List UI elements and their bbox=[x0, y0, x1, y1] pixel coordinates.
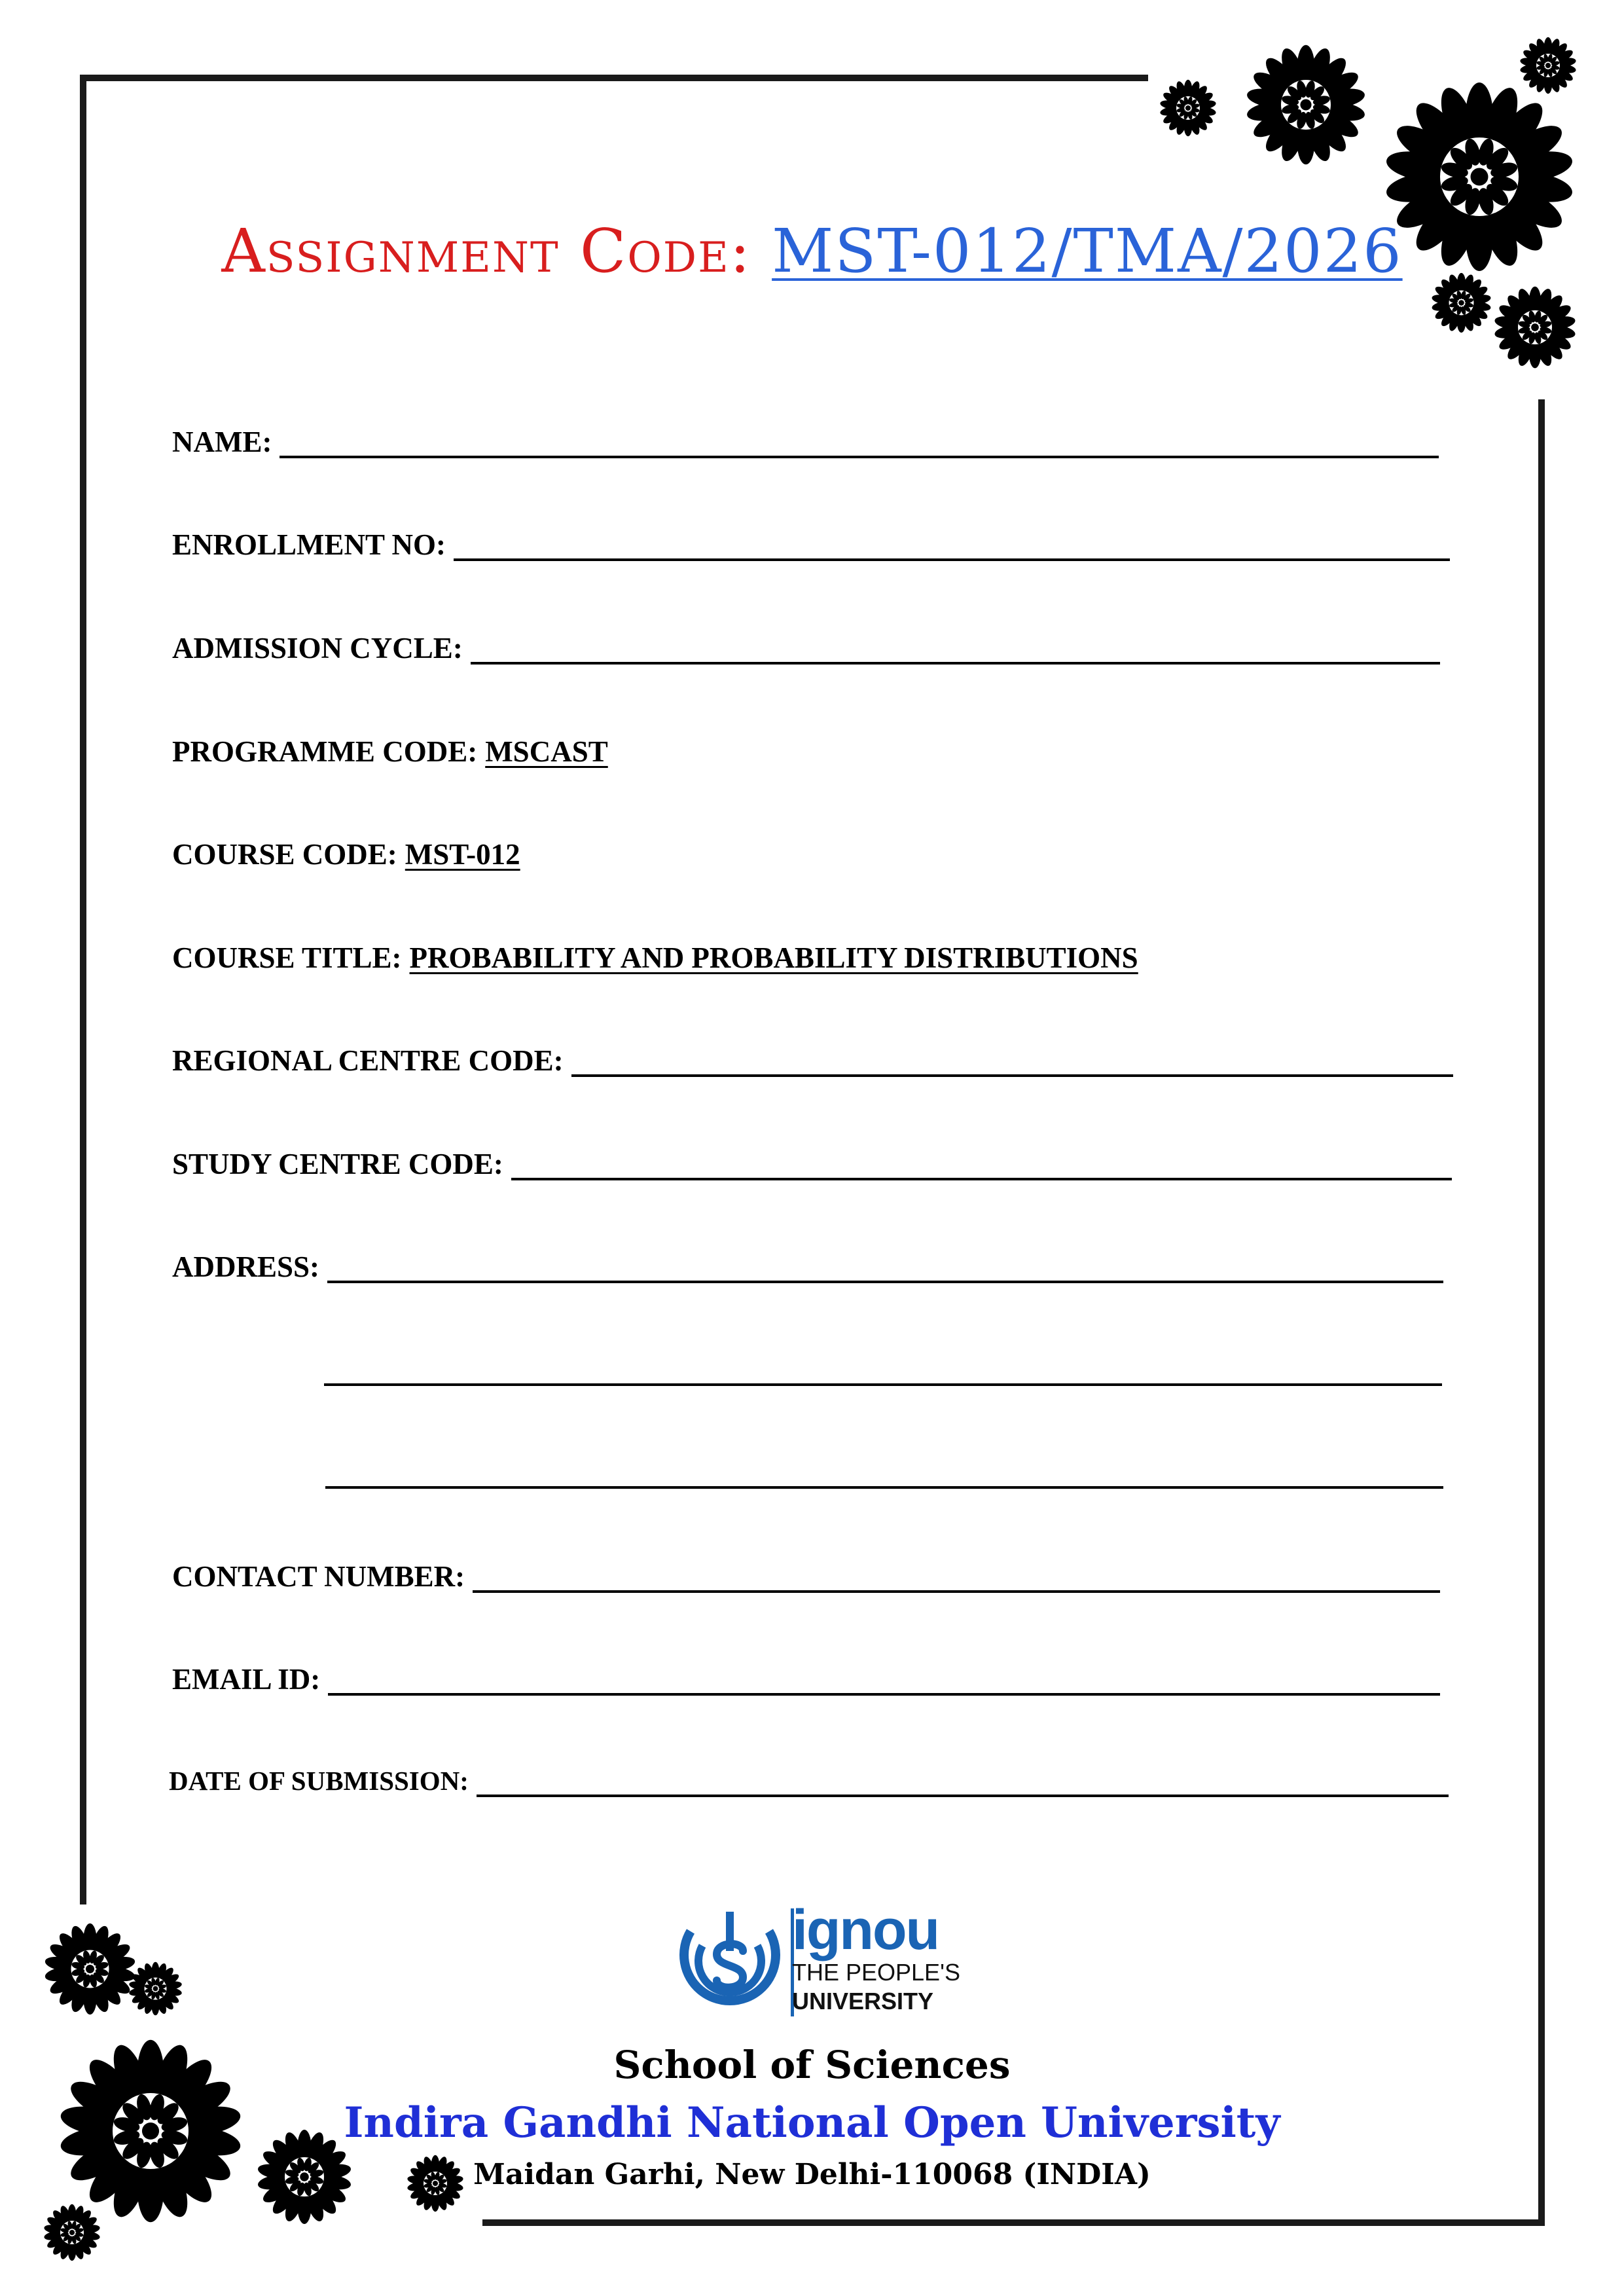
frame-border-right bbox=[1538, 399, 1545, 2226]
email-field[interactable] bbox=[172, 1656, 1440, 1696]
enrollment-label: ENROLLMENT NO: bbox=[172, 528, 446, 561]
contact-number-field[interactable] bbox=[172, 1554, 1440, 1593]
ignou-tagline-1: THE PEOPLE'S bbox=[792, 1959, 960, 1986]
name-label: NAME: bbox=[172, 426, 272, 458]
flower-icon bbox=[43, 1922, 137, 2016]
frame-border-top bbox=[80, 75, 1148, 81]
address-line-3[interactable] bbox=[325, 1486, 1443, 1489]
ignou-wordmark bbox=[792, 1899, 960, 2016]
enrollment-input-line[interactable] bbox=[454, 527, 1450, 561]
course-title-label: COURSE TITLE: bbox=[172, 941, 402, 974]
contact-number-input-line[interactable] bbox=[473, 1559, 1440, 1593]
flower-icon bbox=[1159, 79, 1218, 137]
address-label: ADDRESS: bbox=[172, 1250, 320, 1283]
programme-code-label: PROGRAMME CODE: bbox=[172, 735, 478, 768]
study-centre-field[interactable] bbox=[172, 1141, 1452, 1180]
title-code-link[interactable]: MST-012/TMA/2026 bbox=[772, 216, 1403, 286]
study-centre-input-line[interactable] bbox=[511, 1146, 1452, 1180]
course-code-value: MST-012 bbox=[405, 838, 520, 871]
frame-border-bottom bbox=[482, 2219, 1545, 2226]
date-of-submission-field[interactable] bbox=[169, 1758, 1449, 1797]
regional-centre-input-line[interactable] bbox=[571, 1043, 1453, 1077]
university-address: Maidan Garhi, New Delhi-110068 (INDIA) bbox=[473, 2158, 1151, 2191]
course-code-field bbox=[172, 831, 520, 871]
address-field[interactable] bbox=[172, 1244, 1443, 1283]
admission-cycle-label: ADMISSION CYCLE: bbox=[172, 632, 463, 665]
address-input-line[interactable] bbox=[327, 1249, 1443, 1283]
date-of-submission-label: DATE OF SUBMISSION: bbox=[169, 1766, 469, 1796]
title-label: Assignment Code: bbox=[221, 216, 751, 286]
regional-centre-label: REGIONAL CENTRE CODE: bbox=[172, 1044, 564, 1077]
email-input-line[interactable] bbox=[328, 1662, 1440, 1696]
contact-number-label: CONTACT NUMBER: bbox=[172, 1560, 465, 1593]
assignment-title bbox=[0, 216, 1624, 286]
school-name: School of Sciences bbox=[613, 2043, 1011, 2087]
study-centre-label: STUDY CENTRE CODE: bbox=[172, 1148, 503, 1180]
course-title-value: PROBABILITY AND PROBABILITY DISTRIBUTIONS bbox=[409, 941, 1138, 974]
flower-icon bbox=[1492, 285, 1578, 370]
course-title-field bbox=[172, 935, 1138, 974]
flower-icon bbox=[1244, 43, 1368, 167]
regional-centre-field[interactable] bbox=[172, 1038, 1453, 1077]
programme-code-field bbox=[172, 729, 608, 768]
email-label: EMAIL ID: bbox=[172, 1663, 321, 1696]
name-field[interactable] bbox=[172, 419, 1439, 458]
name-input-line[interactable] bbox=[280, 424, 1439, 458]
date-of-submission-input-line[interactable] bbox=[477, 1763, 1449, 1797]
admission-cycle-input-line[interactable] bbox=[471, 630, 1440, 665]
course-code-label: COURSE CODE: bbox=[172, 838, 397, 871]
ignou-tagline-2: UNIVERSITY bbox=[792, 1988, 934, 2014]
frame-border-left bbox=[80, 75, 86, 1904]
university-name: Indira Gandhi National Open University bbox=[344, 2098, 1280, 2147]
flower-icon bbox=[128, 1961, 183, 2016]
ignou-brand-text: ignou bbox=[792, 1899, 939, 1961]
programme-code-value: MSCAST bbox=[485, 735, 608, 768]
ignou-emblem-icon bbox=[671, 1905, 789, 2023]
address-line-2[interactable] bbox=[324, 1383, 1442, 1386]
admission-cycle-field[interactable] bbox=[172, 625, 1440, 665]
enrollment-field[interactable] bbox=[172, 522, 1450, 561]
flower-icon bbox=[43, 2203, 101, 2262]
